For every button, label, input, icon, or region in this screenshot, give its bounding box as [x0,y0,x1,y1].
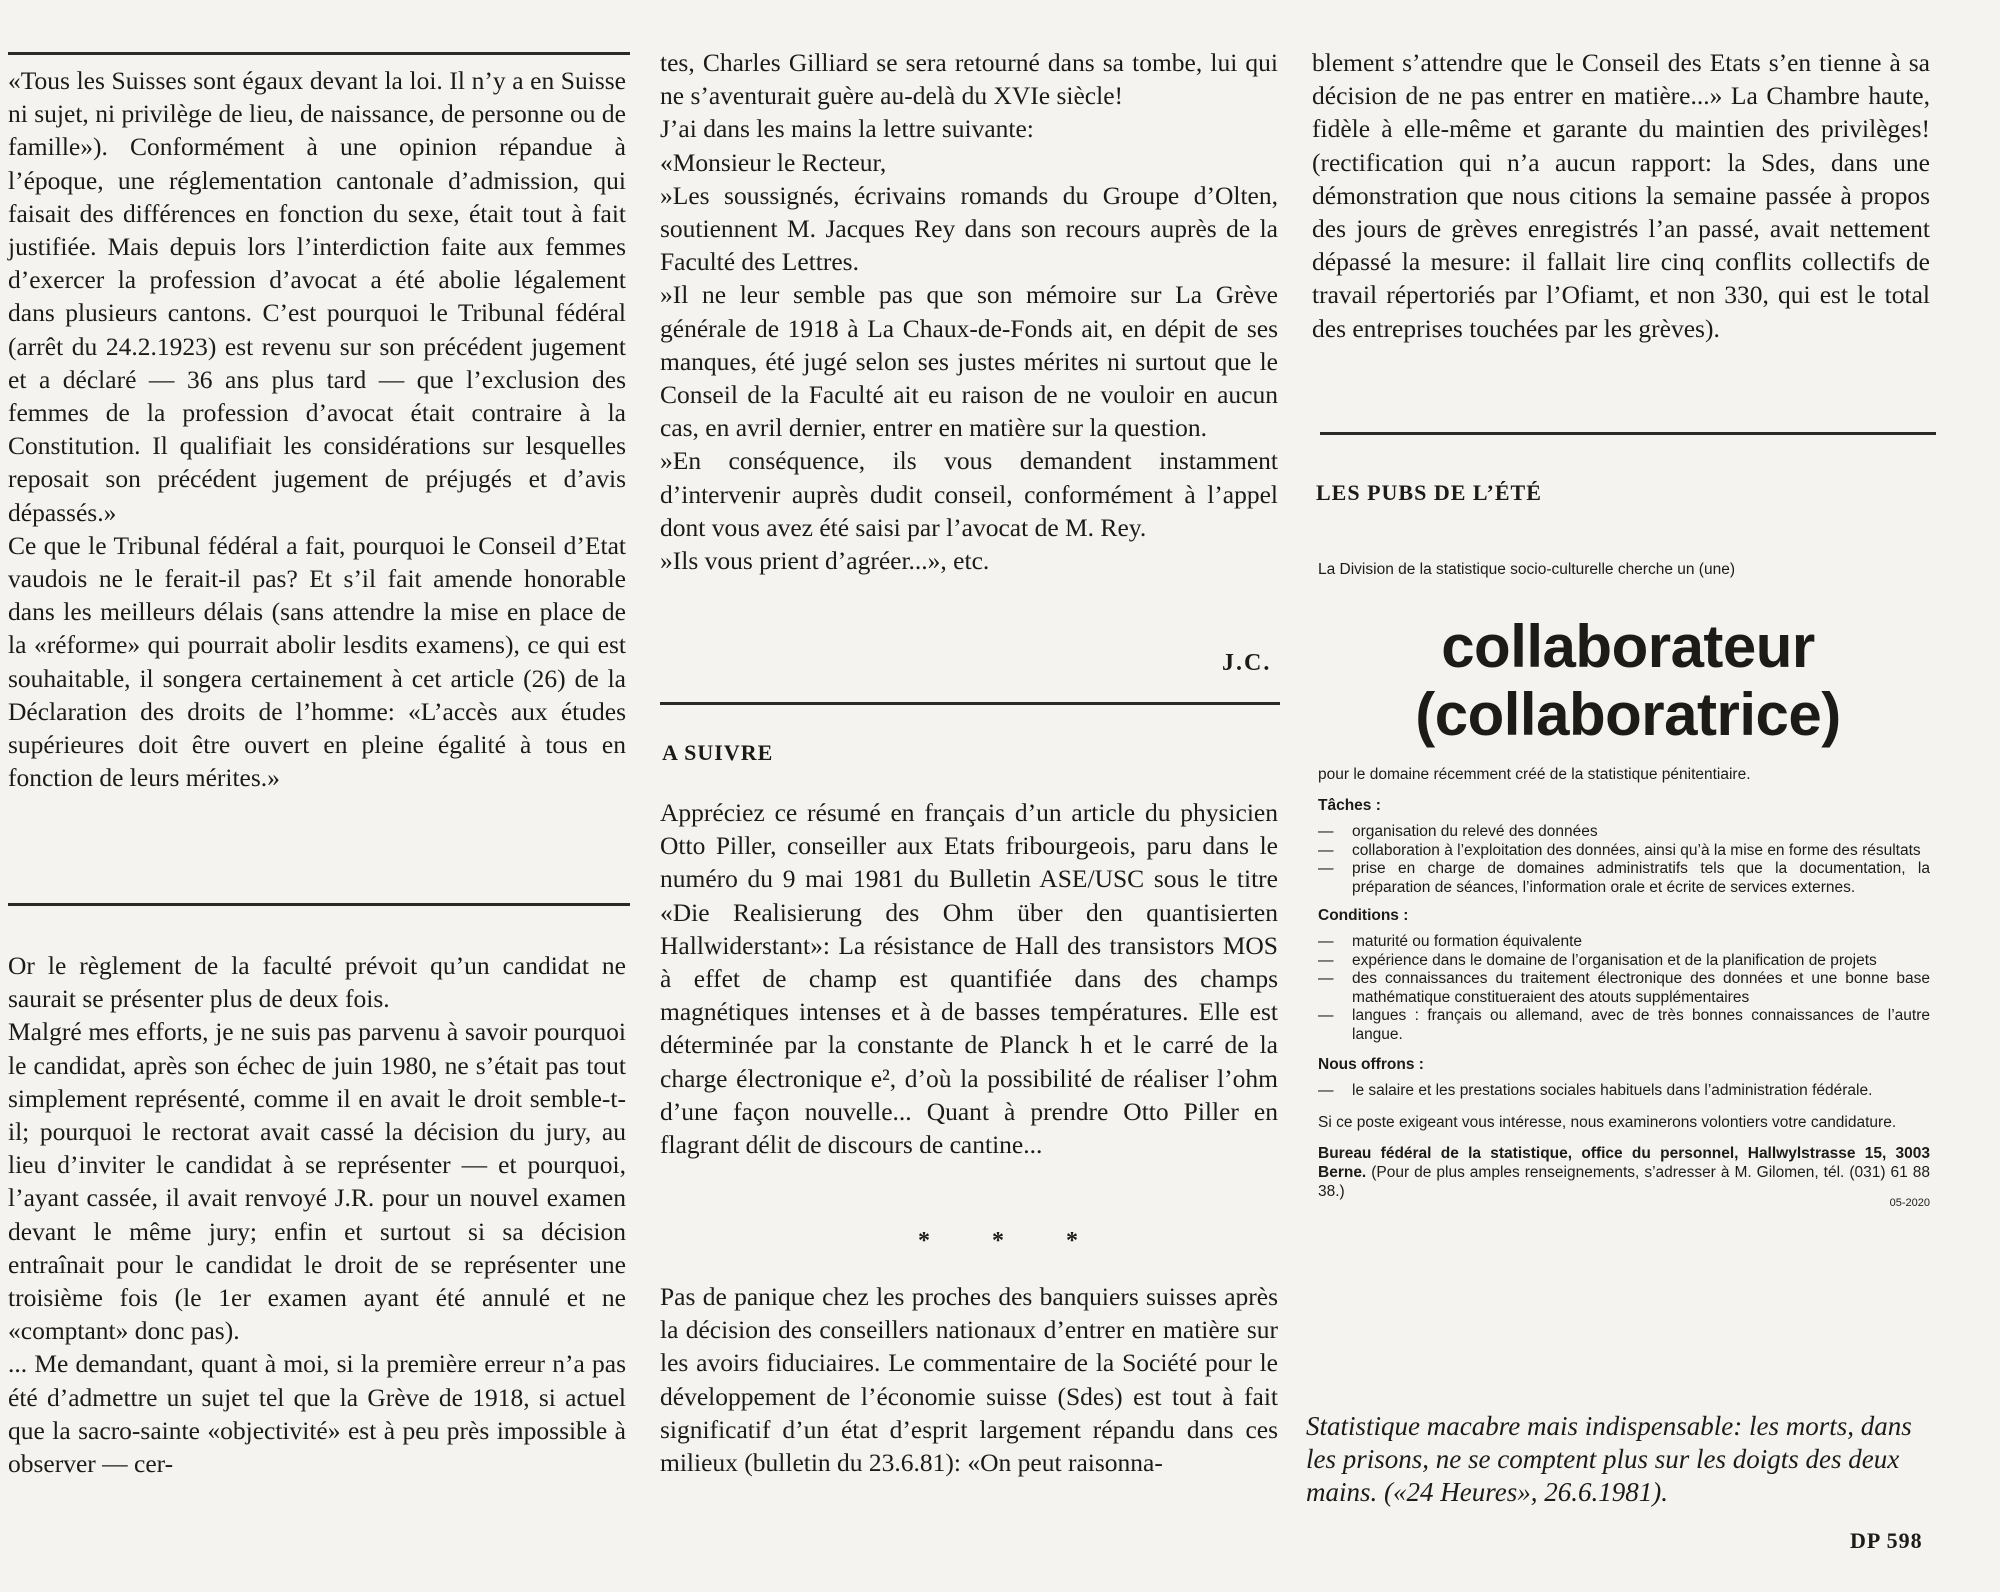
col2-rule [660,702,1280,705]
ad-contact-rest: (Pour de plus amples renseignements, s’adresser à M. Gilomen, tél. (031) 61 88 38.) [1318,1163,1931,1200]
ad-conditions-label: Conditions : [1318,907,1409,924]
ad-body [1318,797,1930,1209]
col1-block1 [8,64,626,794]
paragraph: ... Me demandant, quant à moi, si la première erreur n’a pas été d’admettre un sujet tel que la Grève de 1918, si actuel que la sacro-sainte «objectivité» est à peu près impossible à observer — cer- [8,1349,626,1479]
column-2-middle [660,796,1278,1161]
ad-tasks-label: Tâches : [1318,797,1381,814]
ad-contact-bold: Bureau fédéral de la statistique, office du personnel, Hallwylstrasse 15, 3003 Berne. [1318,1144,1930,1181]
signature: J.C. [1222,650,1272,676]
ad-offer-list [1318,1082,1930,1101]
paragraph: J’ai dans les mains la lettre suivante: [660,114,1034,144]
ad-title-line1: collaborateur [1441,613,1815,680]
paragraph: Appréciez ce résumé en français d’un article du physicien Otto Piller, conseiller aux Etats fribourgeois, paru dans le numéro du 9 mai 1981 du Bulletin ASE/USC sous le titre «Die Realisierung des Ohm über den quantisierten Hallwiderstant»: La résistance de Hall des transistors MOS à effet de champ est quantifiée dans des champs magnétiques intenses et à de basses températures. Elle est déterminée par la constante de Planck h et le carré de la charge électronique e², d’où la possibilité de réaliser l’ohm d’une façon nouvelle... Quant à prendre Otto Piller en flagrant délit de discours de cantine... [660,798,1278,1160]
paragraph: »En conséquence, ils vous demandent instamment d’intervenir auprès dudit conseil, conformément à l’appel dont vous avez été saisi par l’avocat de M. Rey. [660,446,1278,542]
paragraph: »Ils vous prient d’agréer...», etc. [660,546,990,576]
editorial-comment: Statistique macabre mais indispensable: les morts, dans les prisons, ne se comptent plus sur les doigts des deux mains. («24 Heures», 26.6.1981). [1306,1411,1912,1507]
paragraph: Or le règlement de la faculté prévoit qu’un candidat ne saurait se présenter plus de deux fois. [8,951,626,1014]
paragraph: blement s’attendre que le Conseil des Etats s’en tienne à sa décision de ne pas entrer en matière...» La Chambre haute, fidèle à elle-même et garante du maintien des privilèges! (rectification qui n’a aucun rapport: la Sdes, dans une démonstration que nous citions la semaine passée à propos des jours de grèves enregistrés l’an passé, avait nettement dépassé la mesure: il fallait lire cinq conflits collectifs de travail répertoriés par l’Ofiamt, et non 330, qui est le total des entreprises touchées par les grèves). [1312,48,1930,343]
column-2 [660,46,1278,577]
paragraph: »Il ne leur semble pas que son mémoire sur La Grève générale de 1918 à La Chaux-de-Fonds ait, en dépit de ses manques, été jugé selon ses justes mérites ni surtout que le Conseil de la Faculté ait eu raison de ne vouloir en aucun cas, en avril dernier, entrer en matière sur la question. [660,280,1278,443]
page-number: DP 598 [1850,1528,1923,1553]
ad-code: 05-2020 [1889,1196,1930,1209]
list-item: — des connaissances du traitement électronique des données et une bonne base mathématique constitueraient des atouts supplémentaires [1318,970,1930,1007]
paragraph: Malgré mes efforts, je ne suis pas parvenu à savoir pourquoi le candidat, après son échec de juin 1980, ne s’était pas tout simplement représenté, comme il en avait le droit semble-t-il; pourquoi le rectorat avait cassé la décision du jury, au lieu d’inviter le candidat à se représenter — et pourquoi, l’ayant cassée, il avait renvoyé J.R. pour un nouvel examen devant le même jury; enfin et surtout si sa décision entraînait pour le candidat le droit de se représenter une troisième fois (le 1er examen ayant été annulé et ne «comptant» donc pas). [8,1017,626,1346]
list-item: — langues : français ou allemand, avec de très bonnes connaissances de l’autre langue. [1318,1007,1930,1044]
ad-contact [1318,1144,1930,1201]
ad-closing: Si ce poste exigeant vous intéresse, nous examinerons volontiers votre candidature. [1318,1113,1897,1131]
separator-stars: * * * [918,1228,1106,1254]
paragraph: Pas de panique chez les proches des banquiers suisses après la décision des conseillers nationaux d’entrer en matière sur les avoirs fiduciaires. Le commentaire de la Société pour le développement de l’économie suisse (Sdes) est tout à fait significatif d’un état d’esprit largement répandu dans ces milieux (bulletin du 23.6.81): «On peut raisonna- [660,1282,1278,1478]
ad-subtitle: pour le domaine récemment créé de la statistique pénitentiaire. [1318,766,1751,783]
column-3 [1312,46,1930,345]
list-item: — expérience dans le domaine de l’organisation et de la planification de projets [1318,952,1930,971]
ad-offer-label: Nous offrons : [1318,1056,1424,1073]
paragraph: Ce que le Tribunal fédéral a fait, pourquoi le Conseil d’Etat vaudois ne le ferait-il pas? Et s’il fait amende honorable dans les meilleurs délais (sans attendre la mise en place de la «réforme» qui pourrait abolir lesdits examens), ce qui est souhaitable, il songera certainement à cet article (26) de la Déclaration des droits de l’homme: «L’accès aux études supérieures doit être ouvert en pleine égalité à tous en fonction de leurs mérites.» [8,530,626,793]
paragraph: tes, Charles Gilliard se sera retourné dans sa tombe, lui qui ne s’aventurait guère au-delà du XVIe siècle! [660,48,1278,111]
section-heading-a-suivre: A SUIVRE [662,740,774,765]
column-1-lower [8,949,626,1480]
list-item: — collaboration à l’exploitation des données, ainsi qu’à la mise en forme des résultats [1318,842,1930,861]
column-1 [8,64,626,794]
list-item: — maturité ou formation équivalente [1318,933,1930,952]
paragraph: «Tous les Suisses sont égaux devant la loi. Il n’y a en Suisse ni sujet, ni privilège de lieu, de naissance, de personne ou de famille»). Conformément à une opinion répandue à l’époque, une réglementation cantonale d’admission, qui faisait des différences en fonction du sexe, était tout à fait justifiée. Mais depuis lors l’interdiction faite aux femmes d’exercer la profession d’avocat a été abolie légalement dans plusieurs cantons. C’est pourquoi le Tribunal fédéral (arrêt du 24.2.1923) est revenu sur son précédent jugement et a déclaré — 36 ans plus tard — que l’exclusion des femmes de la profession d’avocat était contraire à la Constitution. Il qualifiait les considérations sur lesquelles reposait son précédent jugement de préjugés et d’avis dépassés.» [8,66,626,527]
column-2-lower [660,1280,1278,1479]
paragraph: «Monsieur le Recteur, [660,147,887,177]
col3-rule [1320,432,1936,435]
paragraph: »Les soussignés, écrivains romands du Groupe d’Olten, soutiennent M. Jacques Rey dans son recours auprès de la Faculté des Lettres. [660,180,1278,277]
section-heading-pubs: LES PUBS DE L’ÉTÉ [1316,480,1542,505]
list-item: — le salaire et les prestations sociales habituels dans l’administration fédérale. [1318,1082,1930,1101]
col1-top-rule [8,52,630,55]
ad-conditions-list [1318,933,1930,1044]
list-item: — organisation du relevé des données [1318,823,1930,842]
ad-title-line2: (collaboratrice) [1415,681,1841,748]
list-item: — prise en charge de domaines administratifs tels que la documentation, la préparation de séances, l’information orale et écrite de services externes. [1318,860,1930,897]
ad-tasks-list [1318,823,1930,897]
ad-intro: La Division de la statistique socio-culturelle cherche un (une) [1318,561,1735,578]
col1-mid-rule [8,903,630,906]
